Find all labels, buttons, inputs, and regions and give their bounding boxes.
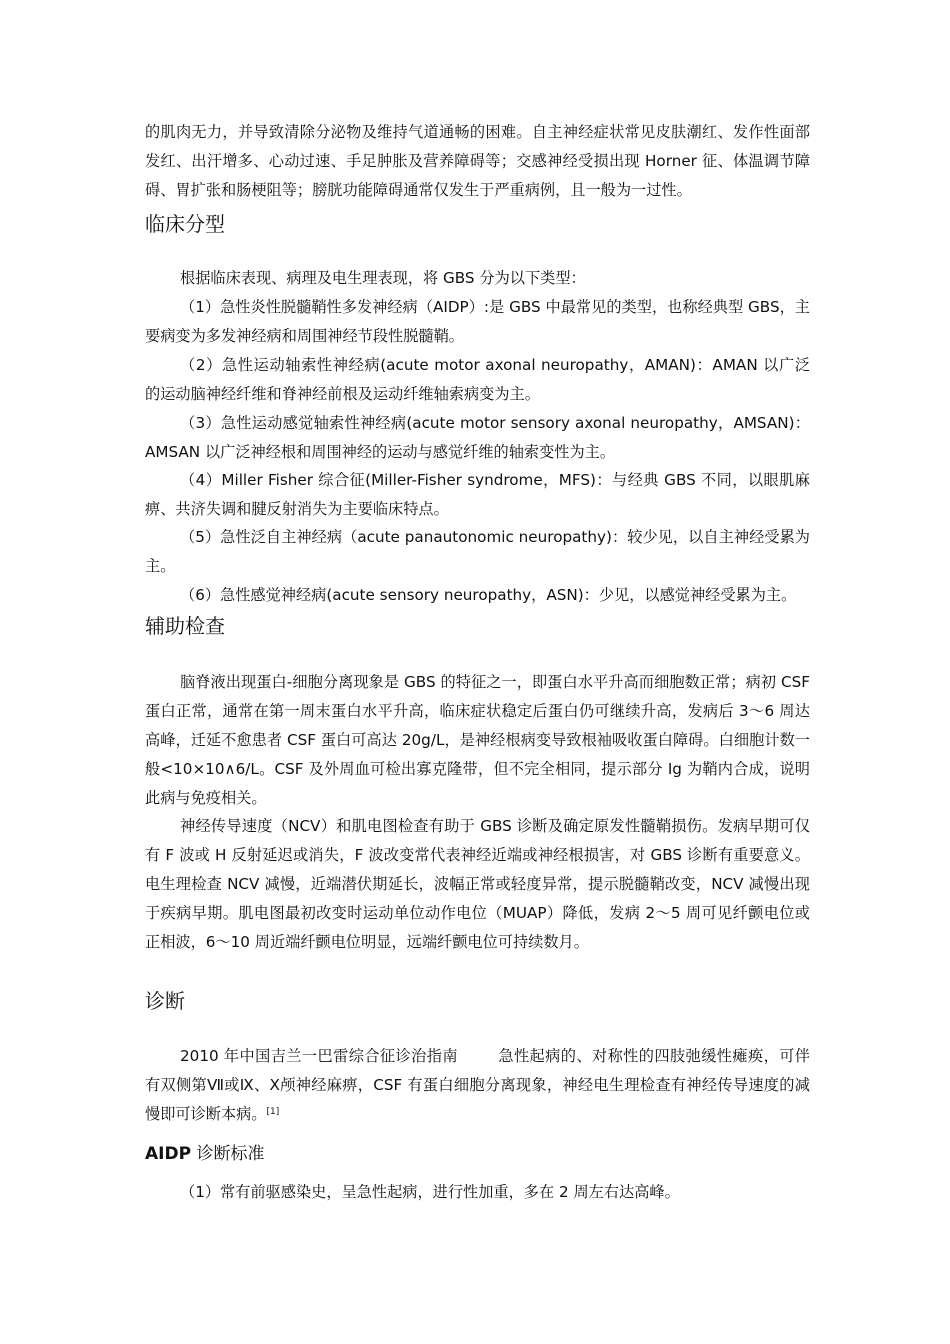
heading-aidp-criteria	[145, 1140, 264, 1168]
types-item-6: （6）急性感觉神经病(acute sensory neuropathy，ASN)：少见，以感觉神经受累为主。	[180, 586, 797, 604]
types-item-2: （2）急性运动轴索性神经病(acute motor axonal neuropathy，AMAN)：AMAN 以广泛的运动脑神经纤维和脊神经前根及运动纤维轴索病变为主。	[145, 356, 810, 403]
types-item-4: （4）Miller Fisher 综合征(Miller-Fisher syndrome，MFS)：与经典 GBS 不同，以眼肌麻痹、共济失调和腱反射消失为主要临床特点。	[145, 471, 810, 518]
intro-paragraph: 的肌肉无力，并导致清除分泌物及维持气道通畅的困难。自主神经症状常见皮肤潮红、发作性面部发红、出汗增多、心动过速、手足肿胀及营养障碍等；交感神经受损出现 Horner 征、体温调节障碍、胃扩张和肠梗阻等；膀胱功能障碍通常仅发生于严重病例，且一般为一过性。	[145, 123, 810, 199]
aidp-item-1: （1）常有前驱感染史，呈急性起病，进行性加重，多在 2 周左右达高峰。	[180, 1183, 680, 1201]
heading-diagnosis: 诊断	[145, 989, 185, 1013]
guide-title: 2010 年中国吉兰一巴雷综合征诊治指南	[180, 1047, 458, 1065]
types-lead: 根据临床表现、病理及电生理表现，将 GBS 分为以下类型：	[180, 269, 586, 287]
types-item-3: （3）急性运动感觉轴索性神经病(acute motor sensory axonal neuropathy，AMSAN)：AMSAN 以广泛神经根和周围神经的运动与感觉纤维的轴索变性为主。	[145, 414, 810, 461]
types-item-5: （5）急性泛自主神经病（acute panautonomic neuropathy)：较少见，以自主神经受累为主。	[145, 528, 810, 575]
diagnosis-text: 急性起病的、对称性的四肢弛缓性瘫痪，可伴有双侧第Ⅶ或Ⅸ、Ⅹ颅神经麻痹，CSF 有蛋白细胞分离现象，神经电生理检查有神经传导速度的减慢即可诊断本病。	[145, 1047, 810, 1123]
reference-marker[interactable]: [1]	[266, 1107, 280, 1117]
heading-auxiliary-exam: 辅助检查	[145, 614, 225, 638]
exam-paragraph-1: 脑脊液出现蛋白-细胞分离现象是 GBS 的特征之一，即蛋白水平升高而细胞数正常；病初 CSF 蛋白正常，通常在第一周末蛋白水平升高，临床症状稳定后蛋白仍可继续升高，发病后 3～6 周达高峰，迁延不愈患者 CSF 蛋白可高达 20g/L，是神经根病变导致根袖吸收蛋白障碍。白细胞计数一般<10×10∧6/L。CSF 及外周血可检出寡克隆带，但不完全相同，提示部分 Ig 为鞘内合成，说明此病与免疫相关。	[145, 673, 810, 807]
aidp-label: AIDP	[145, 1144, 192, 1164]
diagnosis-paragraph	[145, 1042, 810, 1129]
exam-paragraph-2: 神经传导速度（NCV）和肌电图检查有助于 GBS 诊断及确定原发性髓鞘损伤。发病早期可仅有 F 波或 H 反射延迟或消失，F 波改变常代表神经近端或神经根损害，对 GBS 诊断有重要意义。电生理检查 NCV 减慢，近端潜伏期延长，波幅正常或轻度异常，提示脱髓鞘改变，NCV 减慢出现于疾病早期。肌电图最初改变时运动单位动作电位（MUAP）降低，发病 2～5 周可见纤颤电位或正相波，6～10 周近端纤颤电位明显，远端纤颤电位可持续数月。	[145, 817, 810, 951]
heading-clinical-types: 临床分型	[145, 212, 225, 236]
types-item-1: （1）急性炎性脱髓鞘性多发神经病（AIDP）:是 GBS 中最常见的类型，也称经典型 GBS，主要病变为多发神经病和周围神经节段性脱髓鞘。	[145, 298, 810, 345]
aidp-heading-rest: 诊断标准	[191, 1144, 265, 1164]
